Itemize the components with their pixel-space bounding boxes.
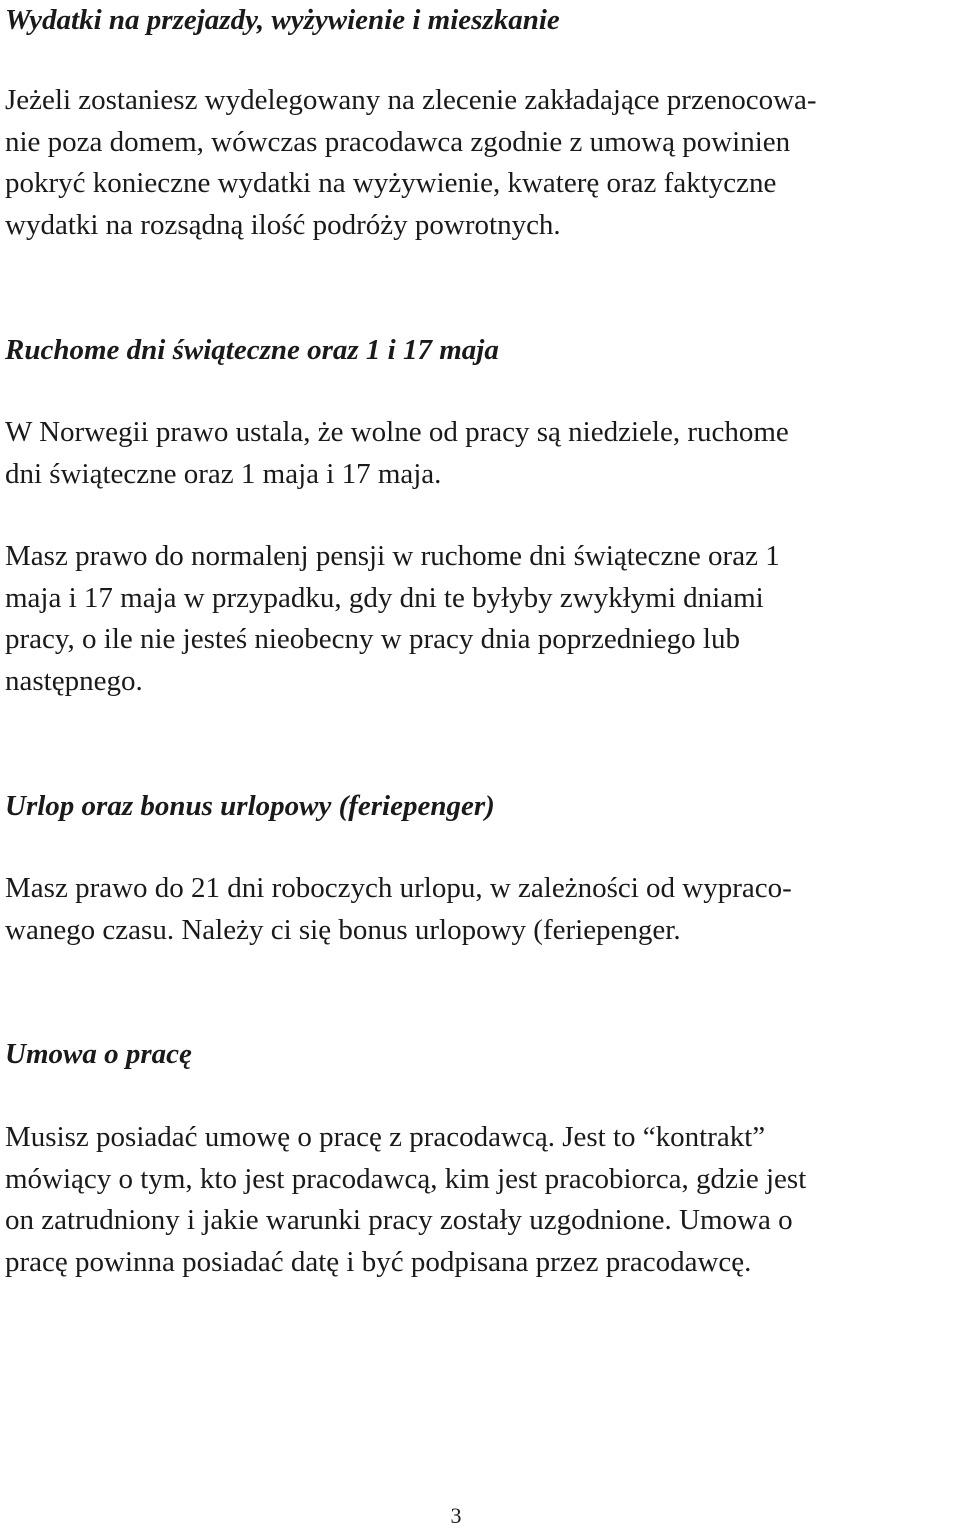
paragraph-holidays-pay: [5, 536, 780, 702]
section-heading-travel-expenses: Wydatki na przejazdy, wyżywienie i mieszkanie: [5, 4, 560, 36]
text-line: on zatrudniony i jakie warunki pracy zostały uzgodnione. Umowa o: [5, 1204, 793, 1236]
text-line: pracy, o ile nie jesteś nieobecny w pracy dnia poprzedniego lub: [5, 623, 740, 655]
text-line: Masz prawo do 21 dni roboczych urlopu, w zależności od wypraco-: [5, 872, 792, 904]
text-line: Musisz posiadać umowę o pracę z pracodawcą. Jest to “kontrakt”: [5, 1121, 766, 1153]
paragraph-holidays-law: [5, 412, 789, 495]
text-line: mówiący o tym, kto jest pracodawcą, kim jest pracobiorca, gdzie jest: [5, 1162, 807, 1195]
text-line: maja i 17 maja w przypadku, gdy dni te byłyby zwykłymi dniami: [5, 581, 764, 614]
paragraph-vacation: [5, 868, 792, 951]
section-heading-holidays: Ruchome dni świąteczne oraz 1 i 17 maja: [5, 334, 499, 366]
text-line: nie poza domem, wówczas pracodawca zgodnie z umową powinien: [5, 125, 791, 158]
text-line: wydatki na rozsądną ilość podróży powrotnych.: [5, 208, 561, 241]
page-number: 3: [450, 1503, 462, 1528]
text-line: pokryć konieczne wydatki na wyżywienie, kwaterę oraz faktyczne: [5, 167, 777, 199]
text-line: pracę powinna posiadać datę i być podpisana przez pracodawcę.: [5, 1245, 752, 1278]
text-line: Jeżeli zostaniesz wydelegowany na zlecenie zakładające przenocowa-: [5, 84, 817, 116]
text-line: następnego.: [5, 664, 143, 697]
text-line: wanego czasu. Należy ci się bonus urlopowy (feriepenger.: [5, 913, 681, 946]
text-line: dni świąteczne oraz 1 maja i 17 maja.: [5, 457, 442, 490]
section-heading-vacation: Urlop oraz bonus urlopowy (feriepenger): [5, 790, 495, 822]
paragraph-employment-contract: [5, 1117, 806, 1283]
text-line: W Norwegii prawo ustala, że wolne od pracy są niedziele, ruchome: [5, 416, 789, 448]
text-line: Masz prawo do normalenj pensji w ruchome dni świąteczne oraz 1: [5, 540, 780, 572]
section-heading-employment-contract: Umowa o pracę: [5, 1038, 192, 1070]
paragraph-travel-expenses: [5, 80, 817, 246]
